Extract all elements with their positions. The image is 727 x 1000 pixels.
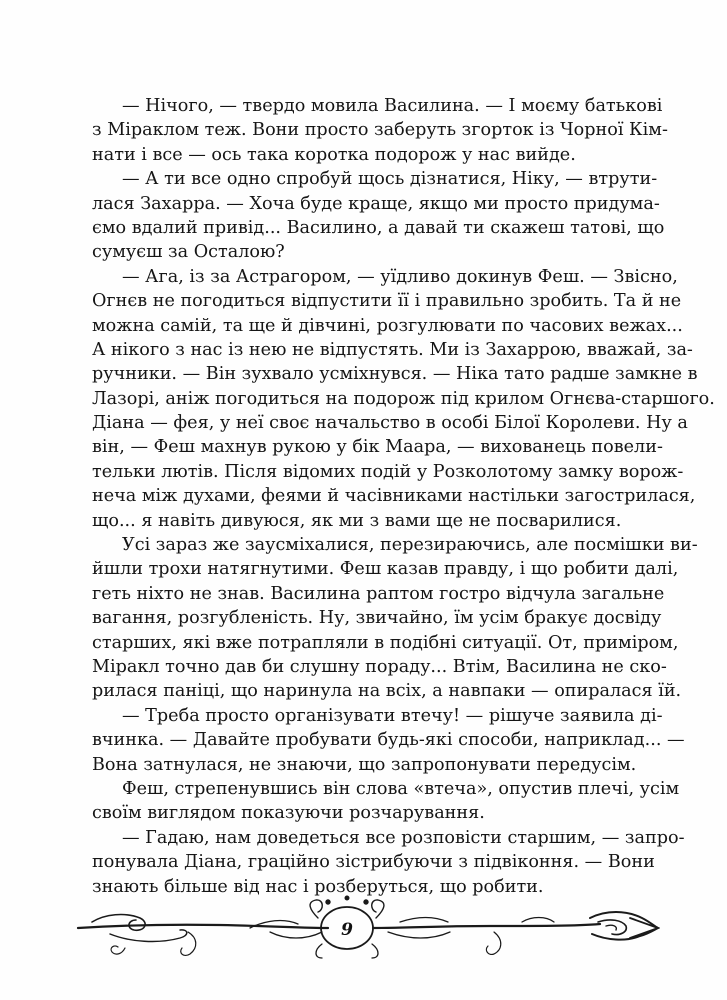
paragraph [92, 704, 685, 777]
text-line: вчинка. — Давайте пробувати будь-які способи, наприклад... — [92, 730, 685, 751]
text-line: Огнєв не погодиться відпустити її і правильно зробить. Та й не [92, 291, 682, 312]
text-line: геть ніхто не знав. Василина раптом гостро відчула загальне [92, 583, 665, 604]
text-line: — Ага, із за Астрагором, — уїдливо докинув Феш. — Звісно, [122, 266, 678, 287]
text-line: сумуєш за Осталою? [92, 242, 285, 263]
paragraph [92, 94, 668, 167]
text-line: можна самій, та ще й дівчині, розгулювати по часових вежах... [92, 315, 683, 336]
text-line: Феш, стрепенувшись він слова «втеча», опустив плечі, усім [122, 778, 680, 799]
paragraph [92, 533, 698, 704]
text-line: — Гадаю, нам доведеться все розповісти старшим, — запро- [122, 827, 685, 848]
text-line: що... я навіть дивуюся, як ми з вами ще не посварилися. [92, 510, 622, 531]
text-line: неча між духами, феями й часівниками настільки загострилася, [92, 486, 696, 507]
text-line: Міракл точно дав би слушну пораду... Втім, Василина не ско- [92, 656, 667, 677]
body-text [92, 94, 715, 899]
text-line: з Міраклом теж. Вони просто заберуть згорток із Чорної Кім- [92, 120, 668, 141]
text-line: він, — Феш махнув рукою у бік Маара, — вихованець повели- [92, 437, 663, 458]
text-line: Вона затнулася, не знаючи, що запропонувати передусім. [92, 754, 637, 775]
text-line: вагання, розгубленість. Ну, звичайно, їм усім бракує досвіду [92, 608, 662, 629]
text-line: тельки лютів. Після відомих подій у Розколотому замку ворож- [92, 461, 684, 482]
text-line: нати і все — ось така коротка подорож у нас вийде. [92, 144, 576, 165]
text-line: знають більше від нас і розберуться, що робити. [92, 876, 544, 897]
text-line: рилася паніці, що наринула на всіх, а навпаки — опиралася їй. [92, 681, 682, 702]
text-line: Діана — фея, у неї своє начальство в особі Білої Королеви. Ну а [92, 413, 688, 434]
paragraph [92, 167, 665, 265]
text-line: — Треба просто організувати втечу! — рішуче заявила ді- [122, 705, 663, 726]
text-line: старших, які вже потрапляли в подібні ситуації. От, приміром, [92, 632, 679, 653]
paragraph [92, 777, 680, 826]
text-line: йшли трохи натягнутими. Феш казав правду, і що робити далі, [92, 559, 679, 580]
decorative-footer-flourish [70, 888, 660, 968]
text-line: Лазорі, аніж погодиться на подорож під крилом Огнєва-старшого. [92, 388, 715, 409]
text-line: — Нічого, — твердо мовила Василина. — І моєму батькові [122, 96, 663, 116]
text-line: Усі зараз же заусміхалися, перезираючись, але посмішки ви- [122, 535, 698, 556]
text-line: ручники. — Він зухвало усміхнувся. — Ніка тато радше замкне в [92, 364, 698, 385]
text-line: — А ти все одно спробуй щось дізнатися, Ніку, — втрути- [122, 169, 658, 190]
text-line: ємо вдалий привід... Василино, а давай ти скажеш татові, що [92, 217, 665, 238]
paragraph [92, 265, 715, 533]
text-line: своїм виглядом показуючи розчарування. [92, 803, 485, 824]
text-line: лася Захарра. — Хоча буде краще, якщо ми просто придума- [92, 193, 660, 214]
text-line: А нікого з нас із нею не відпустять. Ми із Захаррою, вважай, за- [92, 339, 693, 360]
page-number: 9 [341, 920, 353, 940]
text-line: понувала Діана, граційно зістрибуючи з підвіконня. — Вони [92, 852, 655, 873]
